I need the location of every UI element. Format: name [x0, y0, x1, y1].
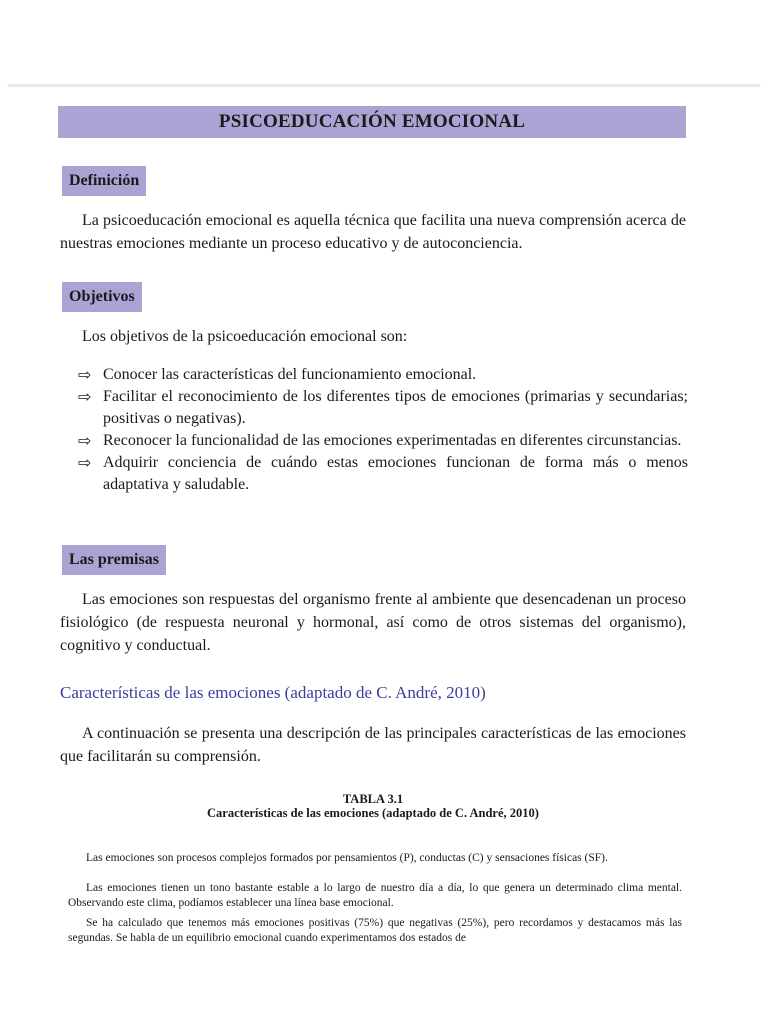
table-caption: Características de las emociones (adaptado de C. André, 2010)	[207, 806, 539, 820]
table-number: TABLA 3.1	[342, 792, 404, 806]
section-label-premisas-text: Las premisas	[69, 551, 159, 568]
list-item	[76, 430, 688, 452]
hollow-right-arrow-icon: ⇨	[78, 387, 92, 406]
hollow-right-arrow-icon: ⇨	[78, 431, 92, 450]
section-label-premisas	[62, 545, 166, 575]
objetivos-intro: Los objetivos de la psicoeducación emocional son:	[82, 328, 408, 345]
list-item-text: Facilitar el reconocimiento de los diferentes tipos de emociones (primarias y secundarias; positivas o negativas).	[103, 388, 688, 427]
table-paragraph: Se ha calculado que tenemos más emociones positivas (75%) que negativas (25%), pero recordamos y destacamos más las segundas. Se habla de un equilibrio emocional cuando experimentamos dos estados de	[68, 917, 682, 944]
objetivos-list	[76, 364, 688, 496]
list-item	[76, 364, 688, 386]
list-item-text: Conocer las características del funcionamiento emocional.	[103, 366, 477, 383]
section-label-definicion-text: Definición	[69, 172, 140, 189]
caracteristicas-paragraph: A continuación se presenta una descripción de las principales características de las emociones que facilitarán su comprensión.	[60, 725, 686, 765]
premisas-paragraph: Las emociones son respuestas del organismo frente al ambiente que desencadenan un proceso fisiológico (de respuesta neuronal y hormonal, así como de otros sistemas del organismo), cognitivo y conductual.	[60, 591, 686, 654]
definicion-paragraph: La psicoeducación emocional es aquella técnica que facilita una nueva comprensión acerca de nuestras emociones mediante un proceso educativo y de autoconciencia.	[60, 212, 686, 252]
document-title-text: PSICOEDUCACIÓN EMOCIONAL	[218, 111, 526, 132]
caracteristicas-heading: Características de las emociones (adaptado de C. André, 2010)	[60, 683, 486, 702]
section-label-definicion	[62, 166, 146, 196]
list-item-text: Adquirir conciencia de cuándo estas emociones funcionan de forma más o menos adaptativa y saludable.	[103, 454, 688, 493]
table-paragraph: Las emociones son procesos complejos formados por pensamientos (P), conductas (C) y sensaciones físicas (SF).	[86, 852, 608, 864]
list-item	[76, 386, 688, 430]
section-label-objetivos	[62, 282, 142, 312]
hollow-right-arrow-icon: ⇨	[78, 453, 92, 472]
list-item	[76, 452, 688, 496]
section-label-objetivos-text: Objetivos	[69, 288, 135, 305]
list-item-text: Reconocer la funcionalidad de las emociones experimentadas en diferentes circunstancias.	[103, 432, 682, 449]
hollow-right-arrow-icon: ⇨	[78, 365, 92, 384]
table-paragraph: Las emociones tienen un tono bastante estable a lo largo de nuestro día a día, lo que genera un determinado clima mental. Observando este clima, podíamos establecer una línea base emocional.	[68, 882, 682, 909]
viewer-top-margin	[0, 0, 768, 86]
document-title	[58, 106, 686, 138]
